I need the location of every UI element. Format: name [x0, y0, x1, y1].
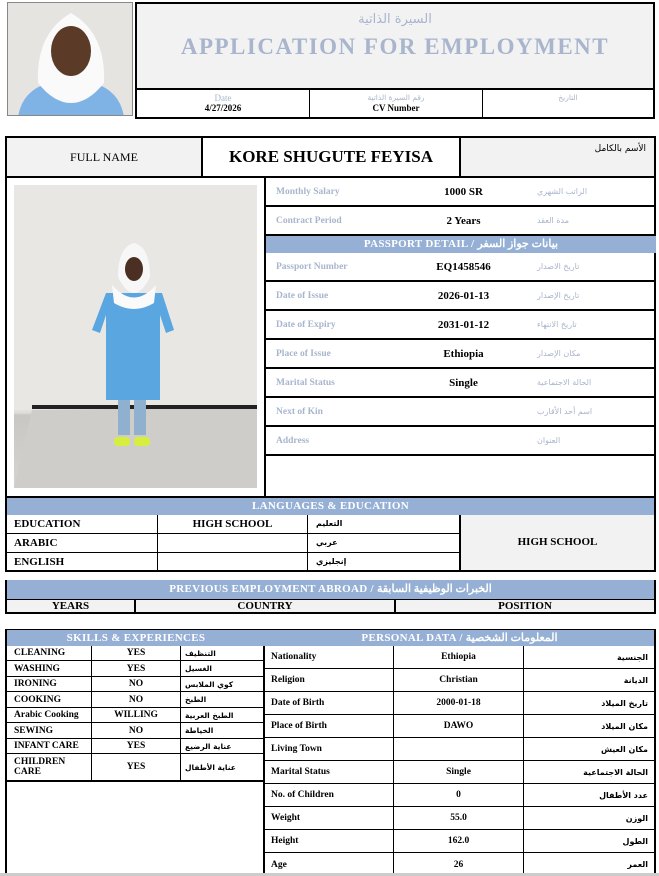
next-of-kin-label: Next of Kin — [276, 406, 323, 417]
date-of-issue-row — [266, 282, 656, 311]
passport-number-label-ar: تاريخ الاصدار — [537, 262, 580, 271]
personal-label-ar: الطول — [622, 836, 648, 846]
personal-label-ar: مكان الميلاد — [601, 721, 648, 731]
passport-detail-header: PASSPORT DETAIL / بيانات جواز السفر — [266, 236, 656, 253]
personal-label-ar: تاريخ الميلاد — [601, 698, 648, 708]
education-row — [7, 515, 460, 534]
education-label-ar: التعليم — [308, 515, 460, 533]
education-value: HIGH SCHOOL — [158, 515, 308, 533]
skill-label: CLEANING — [7, 646, 92, 660]
skill-value: NO — [92, 677, 181, 691]
skill-label: IRONING — [7, 677, 92, 691]
skill-value: YES — [92, 661, 181, 676]
contract-period-value: 2 Years — [446, 214, 481, 227]
english-label: ENGLISH — [7, 553, 158, 572]
english-row — [7, 553, 460, 572]
skill-value: NO — [92, 692, 181, 707]
skill-label: INFANT CARE — [7, 739, 92, 753]
personal-value: 162.0 — [394, 830, 524, 852]
personal-row-nationality — [265, 646, 654, 669]
personal-label-ar: عدد الأطفال — [599, 790, 648, 800]
col-years: YEARS — [7, 600, 136, 612]
arabic-label-ar: عربي — [308, 534, 460, 552]
education-summary: HIGH SCHOOL — [460, 515, 654, 570]
date-label-ar: التاريخ — [558, 93, 578, 102]
applicant-full-body-photo — [14, 185, 257, 488]
applicant-portrait-photo — [7, 2, 133, 116]
english-label-ar: إنجليزي — [308, 553, 460, 572]
education-label: EDUCATION — [7, 515, 158, 533]
arabic-value — [158, 534, 308, 552]
personal-value: DAWO — [394, 715, 524, 737]
personal-row-date-of-birth — [265, 692, 654, 715]
col-position: POSITION — [498, 600, 552, 612]
next-of-kin-row — [266, 398, 656, 427]
skill-value: YES — [92, 754, 181, 780]
personal-label: Weight — [265, 807, 394, 829]
date-of-issue-value: 2026-01-13 — [437, 289, 490, 302]
personal-label: No. of Children — [265, 784, 394, 806]
skill-value: YES — [92, 646, 181, 660]
date-of-expiry-label-ar: تاريخ الانتهاء — [537, 320, 577, 329]
skill-row-infant-care — [7, 739, 263, 754]
date-of-expiry-row — [266, 311, 656, 340]
skill-label: COOKING — [7, 692, 92, 707]
monthly-salary-value: 1000 SR — [444, 185, 483, 198]
title-arabic: السيرة الذاتية — [358, 12, 432, 27]
personal-label: Nationality — [265, 646, 394, 668]
skill-row-children-care — [7, 754, 263, 782]
full-name-label: FULL NAME — [7, 138, 203, 176]
skill-label-ar: كوي الملابس — [185, 679, 234, 689]
personal-label: Age — [265, 853, 394, 876]
personal-row-place-of-birth — [265, 715, 654, 738]
personal-row-marital-status — [265, 761, 654, 784]
place-of-issue-value: Ethiopia — [443, 347, 484, 360]
place-of-issue-label: Place of Issue — [276, 348, 331, 359]
full-name-row — [5, 136, 656, 178]
place-of-issue-label-ar: مكان الإصدار — [537, 349, 581, 358]
skill-label: CHILDREN CARE — [7, 754, 92, 780]
skill-row-sewing — [7, 723, 263, 739]
personal-row-living-town — [265, 738, 654, 761]
skill-row-arabic-cooking — [7, 708, 263, 723]
skill-label-ar: الغسيل — [185, 664, 213, 673]
passport-number-row — [266, 253, 656, 282]
full-name-value: KORE SHUGUTE FEYISA — [203, 138, 461, 176]
skill-label-ar: الخياطة — [185, 726, 214, 735]
full-name-label-ar: الأسم بالكامل — [461, 138, 654, 176]
skill-label-ar: الطبخ العربية — [185, 710, 234, 720]
address-label: Address — [276, 435, 310, 446]
skill-label: WASHING — [7, 661, 92, 676]
date-cell — [137, 90, 310, 117]
personal-label: Marital Status — [265, 761, 394, 783]
skill-label: Arabic Cooking — [7, 708, 92, 722]
title-banner — [135, 2, 655, 89]
arabic-row — [7, 534, 460, 553]
skill-row-ironing — [7, 677, 263, 692]
contract-period-row — [266, 207, 656, 236]
personal-label: Living Town — [265, 738, 394, 760]
page-title: APPLICATION FOR EMPLOYMENT — [180, 34, 610, 59]
personal-row-weight — [265, 807, 654, 830]
personal-label-ar: الديانة — [623, 675, 648, 685]
contract-period-label-ar: مدة العقد — [537, 216, 569, 225]
passport-number-label: Passport Number — [276, 261, 348, 272]
place-of-issue-row — [266, 340, 656, 369]
date-of-expiry-label: Date of Expiry — [276, 319, 336, 330]
portrait-image — [8, 3, 133, 116]
personal-data-header: PERSONAL DATA / المعلومات الشخصية — [265, 629, 656, 646]
marital-status-value: Single — [449, 376, 478, 389]
personal-data-table — [265, 646, 656, 876]
skill-value: NO — [92, 723, 181, 738]
personal-value: Christian — [394, 669, 524, 691]
previous-employment-columns — [5, 599, 656, 614]
date-ar-cell — [483, 90, 653, 117]
arabic-label: ARABIC — [7, 534, 158, 552]
date-of-issue-label-ar: تاريخ الإصدار — [537, 291, 580, 300]
english-value — [158, 553, 308, 572]
personal-row-height — [265, 830, 654, 853]
skill-label-ar: عناية الأطفال — [185, 762, 236, 772]
contract-period-label: Contract Period — [276, 215, 342, 226]
skill-row-cleaning — [7, 646, 263, 661]
cv-info-row — [135, 89, 655, 119]
date-label: Date — [214, 93, 232, 103]
monthly-salary-label: Monthly Salary — [276, 186, 340, 197]
monthly-salary-label-ar: الراتب الشهري — [537, 187, 588, 196]
personal-label: Religion — [265, 669, 394, 691]
monthly-salary-row — [266, 178, 656, 207]
passport-number-value: EQ1458546 — [436, 260, 491, 273]
personal-label-ar: الحالة الاجتماعية — [583, 767, 648, 777]
cv-number-label-ar: رقم السيرة الذاتية — [367, 93, 425, 102]
col-country: COUNTRY — [136, 600, 396, 612]
skill-label-ar: التنظيف — [185, 648, 216, 658]
skill-value: WILLING — [92, 708, 181, 722]
personal-row-children — [265, 784, 654, 807]
personal-row-religion — [265, 669, 654, 692]
personal-value — [394, 738, 524, 760]
next-of-kin-label-ar: اسم أحد الأقارب — [537, 407, 593, 416]
cv-number-label: CV Number — [372, 103, 420, 113]
skill-row-washing — [7, 661, 263, 677]
skill-label-ar: عناية الرضيع — [185, 741, 232, 751]
personal-value: 55.0 — [394, 807, 524, 829]
address-row — [266, 427, 656, 456]
personal-label-ar: الجنسية — [616, 652, 648, 662]
date-of-issue-label: Date of Issue — [276, 290, 329, 301]
cv-number-cell — [310, 90, 483, 117]
languages-table — [5, 515, 656, 572]
personal-label-ar: الوزن — [625, 813, 648, 823]
date-value: 4/27/2026 — [204, 103, 242, 113]
address-label-ar: العنوان — [537, 436, 561, 445]
personal-label: Place of Birth — [265, 715, 394, 737]
previous-employment-header: PREVIOUS EMPLOYMENT ABROAD / الخبرات الوظيفية السابقة — [5, 580, 656, 599]
personal-label-ar: مكان العيش — [600, 744, 648, 754]
skill-label-ar: الطبخ — [185, 695, 207, 704]
skills-experiences-header: SKILLS & EXPERIENCES — [5, 629, 265, 646]
personal-value: Ethiopia — [394, 646, 524, 668]
personal-value: 2000-01-18 — [394, 692, 524, 714]
marital-status-label-ar: الحالة الاجتماعية — [537, 378, 592, 387]
contract-passport-column — [264, 178, 656, 498]
languages-education-header: LANGUAGES & EDUCATION — [5, 498, 656, 515]
marital-status-label: Marital Status — [276, 377, 335, 388]
personal-value: 0 — [394, 784, 524, 806]
personal-label: Height — [265, 830, 394, 852]
date-of-expiry-value: 2031-01-12 — [437, 318, 490, 331]
personal-value: Single — [394, 761, 524, 783]
skill-label: SEWING — [7, 723, 92, 738]
personal-label-ar: العمر — [627, 860, 648, 869]
full-body-image — [14, 185, 257, 488]
skills-table — [5, 646, 265, 876]
marital-status-row — [266, 369, 656, 398]
skill-row-cooking — [7, 692, 263, 708]
skill-value: YES — [92, 739, 181, 753]
personal-value: 26 — [394, 853, 524, 876]
personal-label: Date of Birth — [265, 692, 394, 714]
